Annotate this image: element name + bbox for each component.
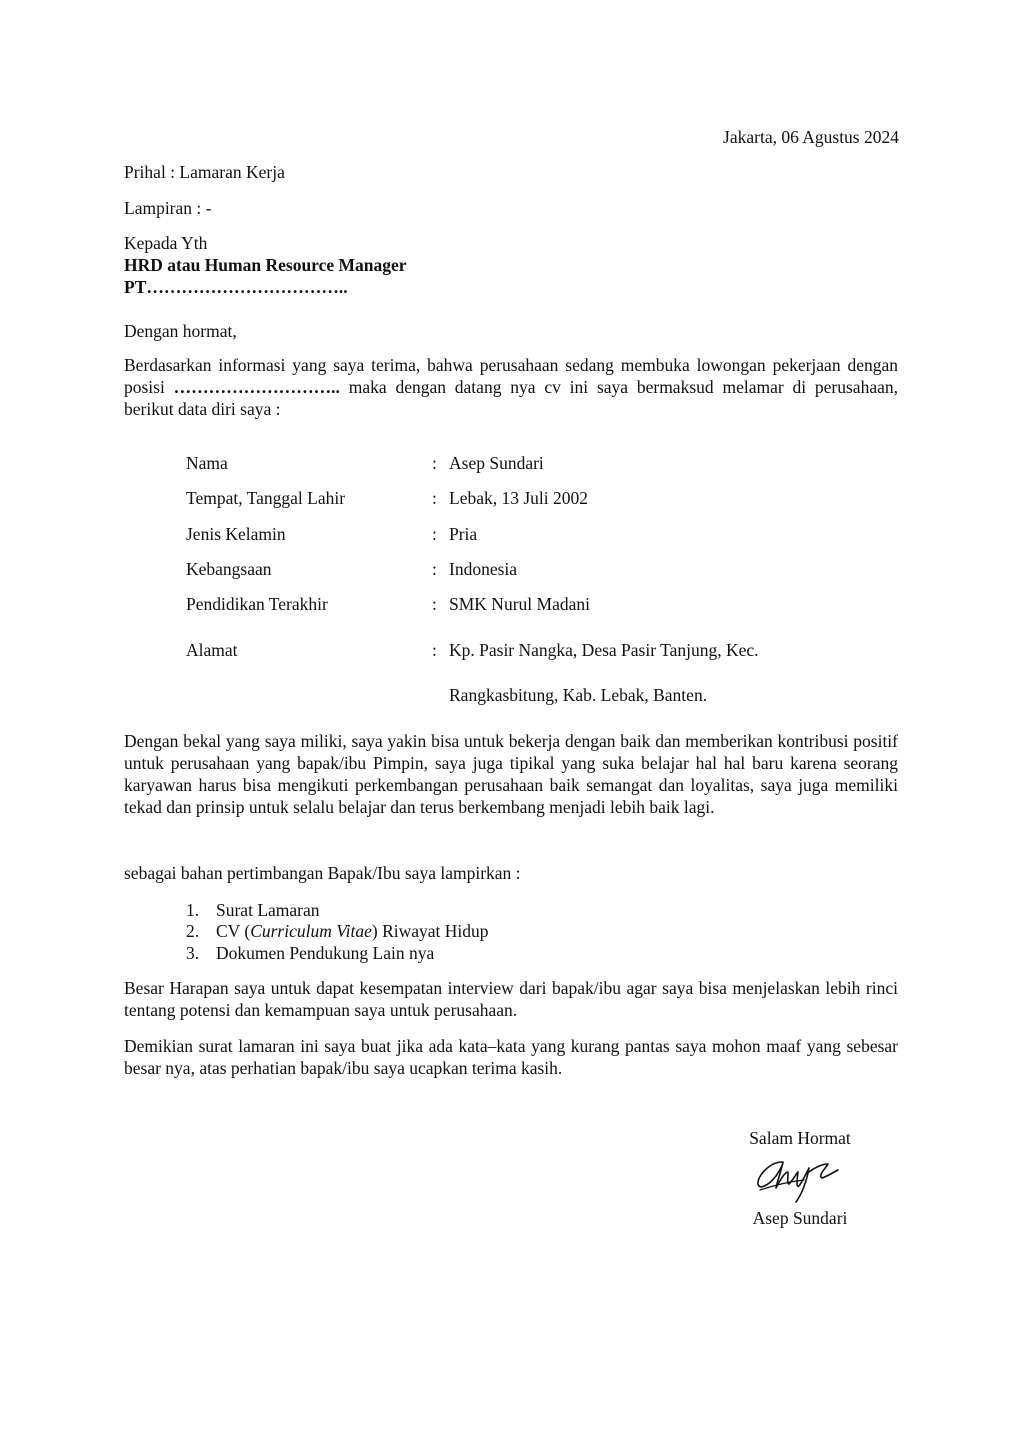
body-paragraph-1: Dengan bekal yang saya miliki, saya yakin bisa untuk bekerja dengan baik dan memberikan kontribusi positif untuk perusahaan yang bapak/ibu Pimpin, saya juga tipikal yang suka belajar hal hal baru karena seorang karyawan harus bisa mengikuti perkembangan perusahaan baik semangat dan loyalitas, saya juga memiliki tekad dan prinsip untuk selalu belajar dan terus berkembang menjadi lebih baik lagi. <box>124 731 898 817</box>
field-separator: : <box>432 488 437 508</box>
field-value: Lebak, 13 Juli 2002 <box>449 488 589 508</box>
intro-text-b: maka dengan datang nya cv ini saya bermaksud melamar di perusahaan, berikut data diri saya : <box>124 377 898 419</box>
attachment-number: 1. <box>186 900 200 920</box>
field-label: Alamat <box>186 640 238 660</box>
field-label: Kebangsaan <box>186 559 272 579</box>
attachment-number: 3. <box>186 943 200 963</box>
attachments-intro: sebagai bahan pertimbangan Bapak/Ibu saya lampirkan : <box>124 863 521 883</box>
letter-date: Jakarta, 06 Agustus 2024 <box>723 127 899 147</box>
field-label: Pendidikan Terakhir <box>186 594 328 614</box>
company-name: PT…………………………….. <box>124 277 348 297</box>
attachment-line: Lampiran : - <box>124 198 212 218</box>
field-value: Pria <box>449 524 478 544</box>
recipient: HRD atau Human Resource Manager <box>124 255 407 275</box>
closing-salutation: Salam Hormat <box>749 1128 851 1148</box>
attachment-text: Surat Lamaran <box>216 900 320 920</box>
attachment-text: Dokumen Pendukung Lain nya <box>216 943 435 963</box>
to-line: Kepada Yth <box>124 233 208 253</box>
field-value: Indonesia <box>449 559 518 579</box>
attachment-item <box>186 899 320 921</box>
field-label: Jenis Kelamin <box>186 524 286 544</box>
attachment-item <box>186 942 434 964</box>
field-separator: : <box>432 594 437 614</box>
intro-text-a: Berdasarkan informasi yang saya terima, bahwa perusahaan sedang membuka lowongan pekerjaan dengan posisi <box>124 355 898 397</box>
signer-name: Asep Sundari <box>752 1208 848 1228</box>
intro-paragraph <box>124 354 898 420</box>
field-separator: : <box>432 559 437 579</box>
field-value: Asep Sundari <box>449 453 544 473</box>
field-separator: : <box>432 524 437 544</box>
attachment-number: 2. <box>186 921 200 941</box>
field-label: Tempat, Tanggal Lahir <box>186 488 346 508</box>
field-value: Kp. Pasir Nangka, Desa Pasir Tanjung, Kec. <box>449 640 759 660</box>
field-separator: : <box>432 640 437 660</box>
field-value-line2: Rangkasbitung, Kab. Lebak, Banten. <box>449 685 708 705</box>
body-paragraph-3: Demikian surat lamaran ini saya buat jika ada kata–kata yang kurang pantas saya mohon maaf yang sebesar besar nya, atas perhatian bapak/ibu saya ucapkan terima kasih. <box>124 1036 898 1078</box>
attachment-text-pre: CV ( <box>216 921 251 941</box>
greeting: Dengan hormat, <box>124 321 237 341</box>
field-separator: : <box>432 453 437 473</box>
position-blank: ……………………….. <box>173 377 340 397</box>
field-value: SMK Nurul Madani <box>449 594 590 614</box>
body-paragraph-2: Besar Harapan saya untuk dapat kesempatan interview dari bapak/ibu agar saya bisa menjelaskan lebih rinci tentang potensi dan kemampuan saya untuk perusahaan. <box>124 978 898 1020</box>
subject-line: Prihal : Lamaran Kerja <box>124 162 285 182</box>
field-label: Nama <box>186 453 228 473</box>
attachment-item <box>186 920 489 942</box>
attachment-text-post: ) Riwayat Hidup <box>371 921 489 941</box>
attachment-text-italic: Curriculum Vitae <box>250 921 372 941</box>
signature-icon <box>752 1150 847 1206</box>
